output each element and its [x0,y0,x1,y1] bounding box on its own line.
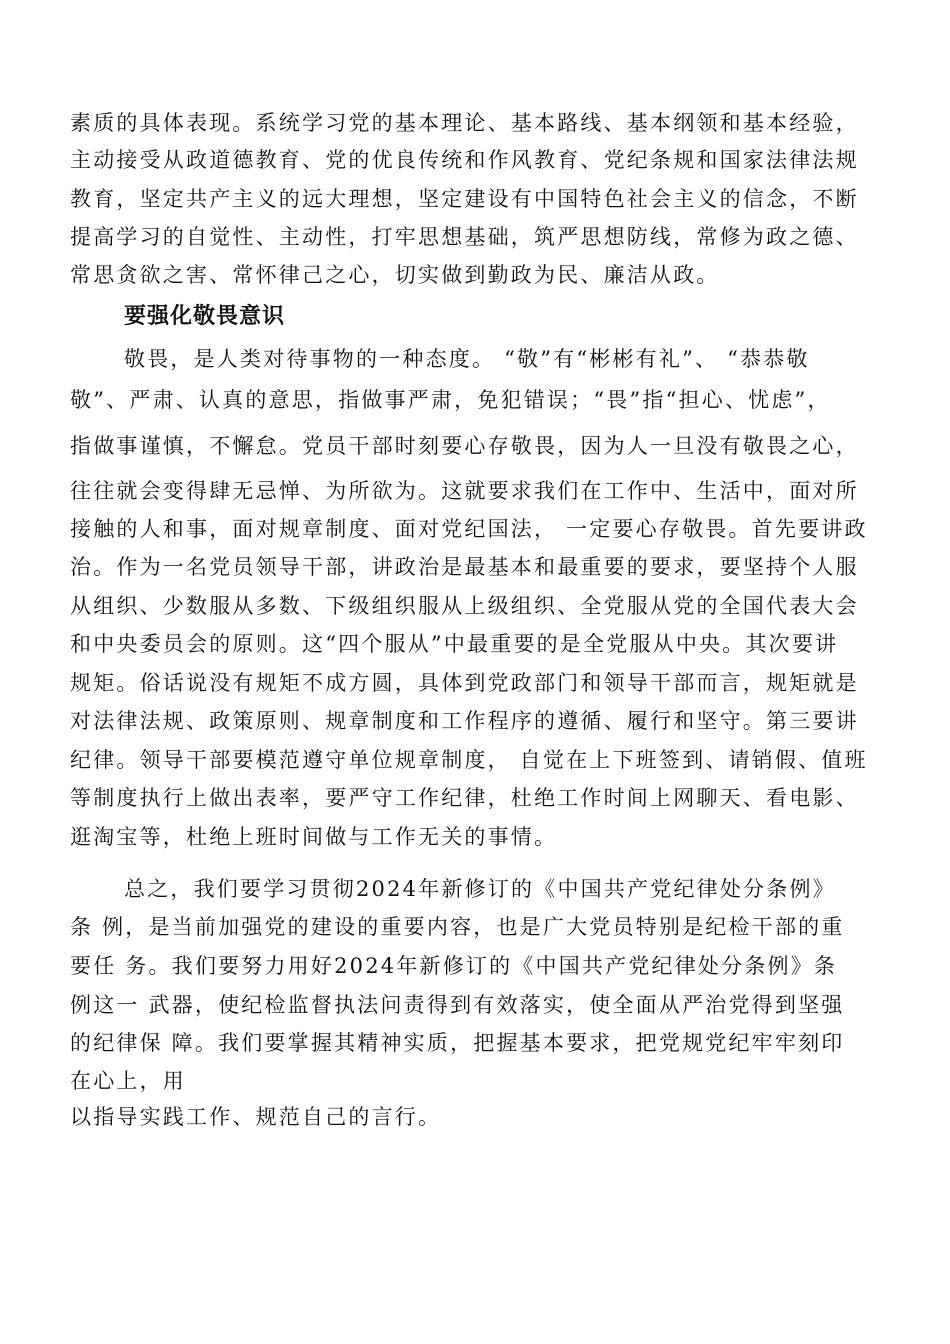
paragraph-line: 素质的具体表现。系统学习党的基本理论、基本路线、基本纲领和基本经验， [70,111,859,135]
paragraph-line: 以指导实践工作、规范自己的言行。 [70,1105,442,1129]
paragraph-line: 教育，坚定共产主义的远大理想，坚定建设有中国特色社会主义的信念，不断 [70,187,859,211]
paragraph-line: 敬畏，是人类对待事物的一种态度。 “敬”有“彬彬有礼”、 “恭恭敬 [124,347,810,371]
paragraph-line: 提高学习的自觉性、主动性，打牢思想基础，筑严思想防线，常修为政之德、 [70,225,859,249]
paragraph-line: 从组织、少数服从多数、下级组织服从上级组织、全党服从党的全国代表大会 [70,594,859,618]
paragraph-line: 纪律。领导干部要模范遵守单位规章制度， 自觉在上下班签到、请销假、值班 [70,748,868,772]
paragraph-line: 往往就会变得肆无忌惮、为所欲为。这就要求我们在工作中、生活中，面对所 [70,479,859,503]
paragraph-line: 对法律法规、政策原则、规章制度和工作程序的遵循、履行和坚守。第三要讲 [70,709,859,733]
paragraph-line: 等制度执行上做出表率，要严守工作纪律，杜绝工作时间上网聊天、看电影、 [70,786,859,810]
paragraph-line: 规矩。俗话说没有规矩不成方圆，具体到党政部门和领导干部而言，规矩就是 [70,671,859,695]
section-heading: 要强化敬畏意识 [124,304,286,329]
paragraph-line: 总之，我们要学习贯彻2024年新修订的《中国共产党纪律处分条例》 [124,877,836,901]
paragraph-line: 条 例，是当前加强党的建设的重要内容，也是广大党员特别是纪检干部的重 [70,915,845,939]
paragraph-line: 治。作为一名党员领导干部，讲政治是最基本和最重要的要求，要坚持个人服 [70,555,859,579]
paragraph-line: 和中央委员会的原则。这“四个服从”中最重要的是全党服从中央。其次要讲 [70,632,839,656]
paragraph-line: 指做事谨慎，不懈怠。党员干部时刻要心存敬畏，因为人一旦没有敬畏之心， [70,434,859,458]
paragraph-line: 的纪律保 障。我们要掌握其精神实质，把握基本要求，把党规党纪牢牢刻印 [70,1031,845,1055]
paragraph-line: 例这一 武器，使纪检监督执法问责得到有效落实，使全面从严治党得到坚强 [70,993,845,1017]
paragraph-line: 在心上，用 [70,1069,186,1093]
paragraph-line: 逛淘宝等，杜绝上班时间做与工作无关的事情。 [70,825,558,849]
paragraph-line: 敬”、严肃、认真的意思，指做事严肃，免犯错误；“畏”指“担心、忧虑”， [70,388,831,412]
paragraph-line: 常思贪欲之害、常怀律己之心，切实做到勤政为民、廉洁从政。 [70,263,720,287]
paragraph-line: 接触的人和事，面对规章制度、面对党纪国法， 一定要心存敬畏。首先要讲政 [70,517,868,541]
paragraph-line: 主动接受从政道德教育、党的优良传统和作风教育、党纪条规和国家法律法规 [70,148,859,172]
paragraph-line: 要任 务。我们要努力用好2024年新修订的《中国共产党纪律处分条例》条 [70,954,838,978]
